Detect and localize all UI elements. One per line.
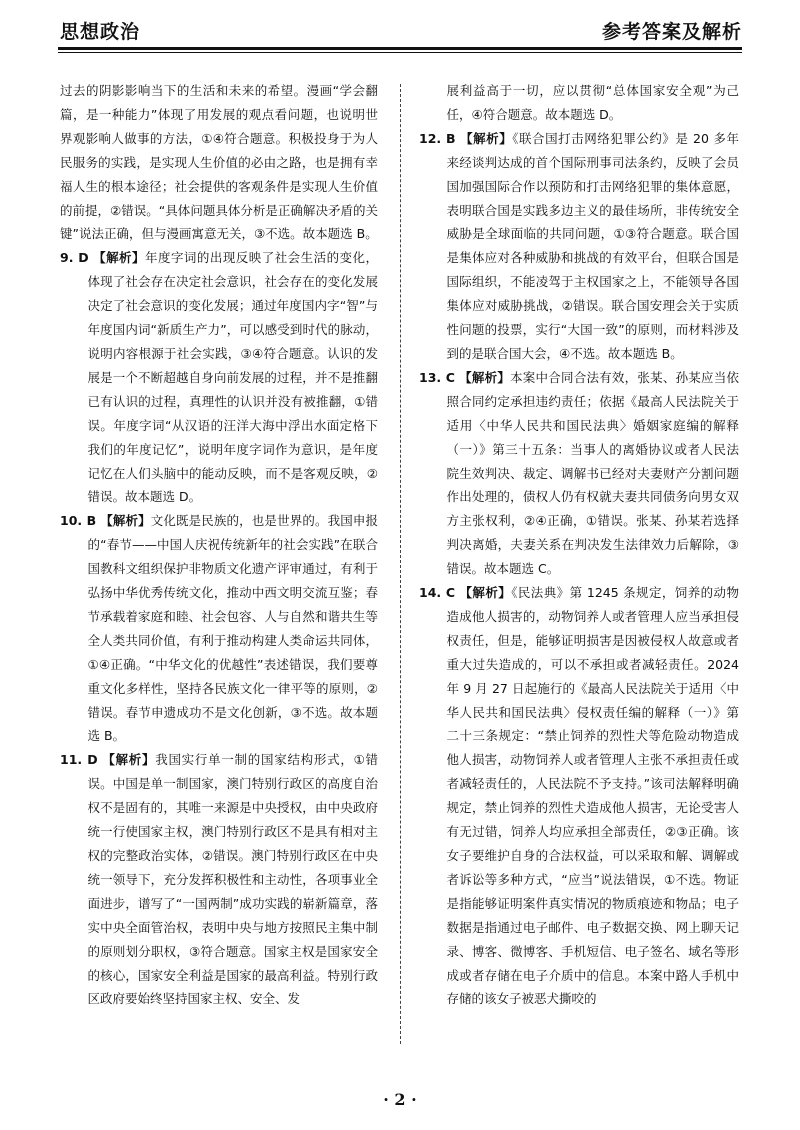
column-divider [400,84,401,1044]
answer-continuation: 过去的阴影影响当下的生活和未来的希望。漫画“学会翻篇，是一种能力”体现了用发展的观点看问题，也说明世界观影响人做事的方法，①④符合题意。积极投身于为人民服务的实践，是实现人生价值的必由之路，也是拥有幸福人生的根本途径；社会提供的客观条件是实现人生价值的前提，②错误。“具体问题具体分析是正确解决矛盾的关键”说法正确，但与漫画寓意无关，③不选。故本题选 B。 [60,83,378,242]
page-header [60,14,742,44]
header-rule-thin [58,52,742,53]
subject-title: 思想政治 [60,21,141,43]
answer-item-9: 9. D 【解析】年度字词的出现反映了社会生活的变化，体现了社会存在决定社会意识，社会存在的变化发展决定了社会意识的变化发展；通过年度国内字“智”与年度国内词“新质生产力”，可以感受到时代的脉动，说明内容根源于社会实践，③④符合题意。认识的发展是一个不断超越自身向前发展的过程，并不是推翻已有认识的过程，真理性的认识并没有被推翻，①错误。年度字词“从汉语的汪洋大海中浮出水面定格下我们的年度记忆”，说明年度字词作为意识，是年度记忆在人们头脑中的能动反映，而不是客观反映，②错误。故本题选 D。 [60,250,378,505]
answer-continuation: 展利益高于一切，应以贯彻“总体国家安全观”为己任，④符合题意。故本题选 D。 [446,83,739,122]
answer-item-12: 12. B 【解析】《联合国打击网络犯罪公约》是 20 多年来经谈判达成的首个国际刑事司法条约，反映了会员国加强国际合作以预防和打击网络犯罪的集体意愿，表明联合国是实践多边主义的最佳场所，非传统安全威胁是全球面临的共同问题，①③符合题意。联合国是集体应对各种威胁和挑战的有效平台，但联合国是国际组织，不能凌驾于主权国家之上，不能领导各国集体应对威胁挑战，②错误。联合国安理会关于实质性问题的投票，实行“大国一致”的原则，而材料涉及到的是联合国大会，④不选。故本题选 B。 [419,130,739,361]
page-number: · 2 · [383,1090,417,1109]
answer-item-14: 14. C 【解析】《民法典》第 1245 条规定，饲养的动物造成他人损害的，动物饲养人或者管理人应当承担侵权责任，但是，能够证明损害是因被侵权人故意或者重大过失造成的，可以不承担或者减轻责任。2024 年 9 月 27 日起施行的《最高人民法院关于适用〈中华人民共和国民法典〉侵权责任编的解释（一）》第二十三条规定：“禁止饲养的烈性犬等危险动物造成他人损害，动物饲养人或者管理人主张不承担责任或者减轻责任的，人民法院不予支持。”该司法解释明确规定，禁止饲养的烈性犬造成他人损害，无论受害人有无过错，饲养人均应承担全部责任，②③正确。该女子要维护自身的合法权益，可以采取和解、调解或者诉讼等多种方式，“应当”说法错误，①不选。物证是指能够证明案件真实情况的物质痕迹和物品；电子数据是指通过电子邮件、电子数据交换、网上聊天记录、博客、微博客、手机短信、电子签名、域名等形成或者存储在电子介质中的信息。本案中路人手机中存储的该女子被恶犬撕咬的 [419,585,739,1007]
section-title: 参考答案及解析 [601,21,742,43]
header-rule [58,47,742,50]
answer-item-11: 11. D 【解析】我国实行单一制的国家结构形式，①错误。中国是单一制国家，澳门特别行政区的高度自治权不是固有的，其唯一来源是中央授权，由中央政府统一行使国家主权，澳门特别行政区不是具有相对主权的完整政治实体，②错误。澳门特别行政区在中央统一领导下，充分发挥积极性和主动性，各项事业全面进步，谱写了“一国两制”成功实践的崭新篇章，落实中央全面管治权，表明中央与地方按照民主集中制的原则划分职权，③符合题意。国家主权是国家安全的核心，国家安全利益是国家的最高利益。特别行政区政府要始终坚持国家主权、安全、发 [60,752,378,1007]
answer-item-10: 10. B 【解析】文化既是民族的，也是世界的。我国申报的“春节——中国人庆祝传统新年的社会实践”在联合国教科文组织保护非物质文化遗产评审通过，有利于弘扬中华优秀传统文化，推动中西文明交流互鉴；春节承载着家庭和睦、社会包容、人与自然和谐共生等全人类共同价值，有利于推动构建人类命运共同体，①④正确。“中华文化的优越性”表述错误，我们要尊重文化多样性，坚持各民族文化一律平等的原则，②错误。春节申遗成功不是文化创新，③不选。故本题选 B。 [60,513,378,744]
answer-item-13: 13. C 【解析】本案中合同合法有效，张某、孙某应当依照合同约定承担违约责任；依据《最高人民法院关于适用〈中华人民共和国民法典〉婚姻家庭编的解释（一）》第三十五条：当事人的离婚协议或者人民法院生效判决、裁定、调解书已经对夫妻财产分割问题作出处理的，债权人仍有权就夫妻共同债务向男女双方主张权利，②④正确，①错误。张某、孙某若选择判决离婚，夫妻关系在判决发生法律效力后解除，③错误。故本题选 C。 [419,369,739,577]
left-column [60,79,378,1011]
right-column [419,79,739,1011]
